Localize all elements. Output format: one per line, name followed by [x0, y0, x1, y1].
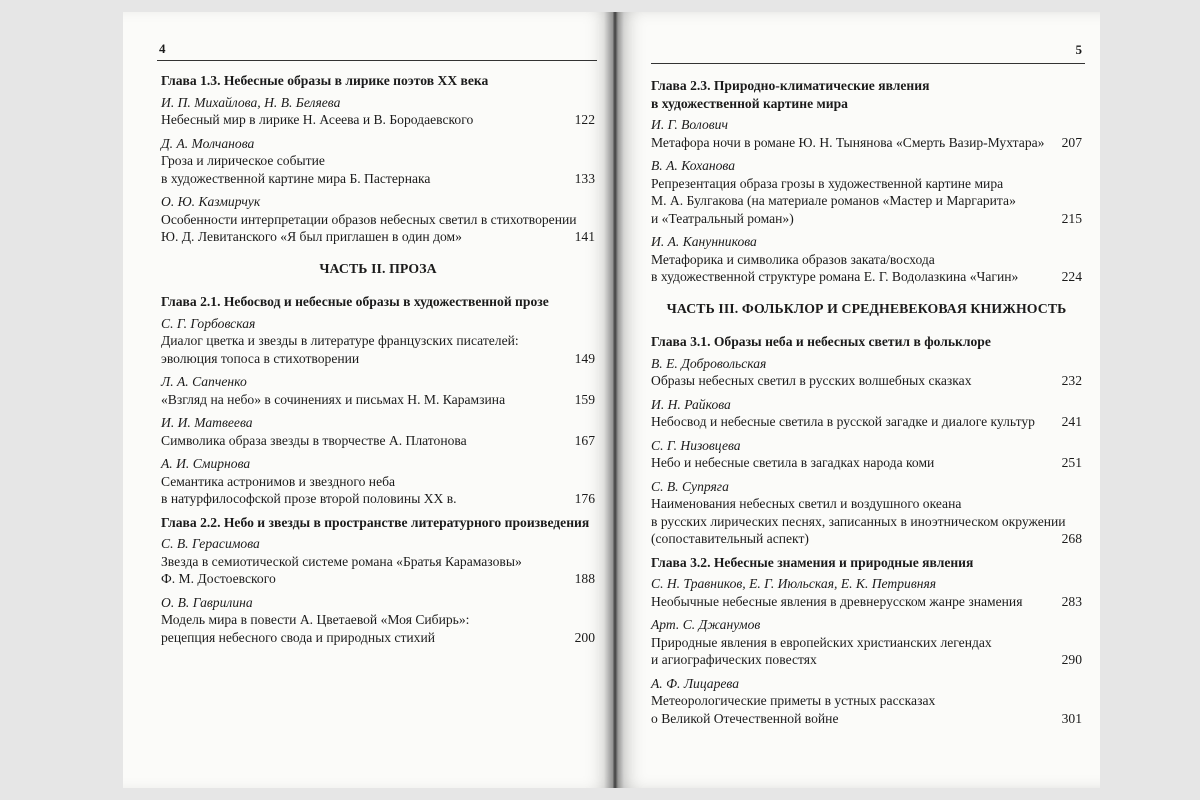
entry-title-line: Необычные небесные явления в древнерусском жанре знамения: [651, 593, 1023, 609]
entry-title-line: в художественной картине мира Б. Пастернака: [161, 170, 431, 186]
entry-title-line: Небесный мир в лирике Н. Асеева и В. Бородаевского: [161, 112, 474, 127]
entry-title-line: в натурфилософской прозе второй половины XX в.: [161, 491, 457, 506]
entry-author: О. В. Гаврилина: [161, 594, 253, 610]
toc-entry[interactable]: [161, 373, 595, 408]
entry-page-number: 251: [1061, 455, 1082, 470]
toc-entry[interactable]: [651, 575, 1082, 610]
chapter-title: Глава 2.1. Небосвод и небесные образы в художественной прозе: [161, 294, 549, 309]
entry-author: Д. А. Молчанова: [161, 135, 255, 151]
entry-author: О. Ю. Казмирчук: [161, 194, 261, 209]
toc-entry[interactable]: [651, 616, 1082, 669]
entry-author: И. П. Михайлова, Н. В. Беляева: [161, 94, 341, 110]
toc-entry[interactable]: [161, 193, 595, 246]
book-gutter: [604, 12, 624, 788]
chapter-title-continued: в художественной картине мира: [651, 95, 848, 111]
entry-title-line: Наименования небесных светил и воздушного океана: [651, 496, 962, 511]
entry-author: С. Г. Низовцева: [651, 437, 741, 453]
entry-title-line: о Великой Отечественной войне: [651, 710, 839, 726]
entry-title-line: эволюция топоса в стихотворении: [161, 350, 360, 366]
chapter-title: Глава 3.1. Образы неба и небесных светил в фольклоре: [651, 334, 991, 349]
toc-entry[interactable]: [651, 675, 1082, 728]
entry-page-number: 301: [1061, 710, 1082, 726]
chapter-title: Глава 3.2. Небесные знамения и природные явления: [651, 554, 974, 570]
entry-title-line: и агиографических повестях: [651, 652, 817, 667]
part-heading: ЧАСТЬ II. ПРОЗА: [319, 260, 437, 276]
entry-author: И. Н. Райкова: [651, 396, 731, 412]
toc-entry[interactable]: [651, 396, 1082, 431]
entry-title-line: Гроза и лирическое событие: [161, 153, 325, 168]
entry-title-line: Семантика астронимов и звездного неба: [161, 473, 396, 489]
entry-title-line: Особенности интерпретации образов небесных светил в стихотворении: [161, 211, 577, 227]
entry-page-number: 159: [574, 391, 595, 407]
entry-page-number: 290: [1061, 652, 1082, 667]
toc-entry[interactable]: [651, 157, 1082, 227]
toc-entry[interactable]: [161, 94, 595, 129]
toc-entry[interactable]: [161, 414, 595, 449]
entry-title-line: Природные явления в европейских христианских легендах: [651, 634, 992, 650]
entry-page-number: 207: [1061, 134, 1082, 150]
part-heading: ЧАСТЬ III. ФОЛЬКЛОР И СРЕДНЕВЕКОВАЯ КНИЖНОСТЬ: [666, 300, 1067, 316]
entry-title-line: в русских лирических песнях, записанных в иноэтническом окружении: [651, 513, 1066, 529]
header-rule: [157, 60, 597, 61]
entry-page-number: 188: [574, 571, 595, 586]
entry-title-line: Ю. Д. Левитанского «Я был приглашен в один дом»: [161, 229, 462, 244]
entry-author: Л. А. Сапченко: [161, 374, 247, 389]
toc-left: [161, 72, 595, 652]
entry-title-line: Образы небесных светил в русских волшебных сказках: [651, 373, 972, 388]
chapter-heading: [651, 333, 1082, 351]
toc-entry[interactable]: [651, 233, 1082, 286]
entry-page-number: 268: [1061, 531, 1082, 546]
entry-author: И. И. Матвеева: [161, 415, 253, 430]
entry-title-line: Небо и небесные светила в загадках народа коми: [651, 455, 935, 470]
entry-title-line: Символика образа звезды в творчестве А. Платонова: [161, 432, 467, 448]
toc-entry[interactable]: [161, 535, 595, 588]
entry-title-line: Метафорика и символика образов заката/восхода: [651, 251, 935, 267]
entry-page-number: 141: [574, 229, 595, 244]
chapter-heading: [161, 293, 595, 311]
entry-page-number: 241: [1061, 414, 1082, 429]
entry-page-number: 232: [1061, 373, 1082, 388]
entry-title-line: М. А. Булгакова (на материале романов «Мастер и Маргарита»: [651, 193, 1016, 208]
entry-title-line: Небосвод и небесные светила в русской загадке и диалоге культур: [651, 414, 1035, 429]
entry-title-line: в художественной структуре романа Е. Г. Водолазкина «Чагин»: [651, 269, 1019, 284]
entry-title-line: (сопоставительный аспект): [651, 531, 809, 546]
entry-title-line: Ф. М. Достоевского: [161, 571, 276, 586]
entry-page-number: 149: [574, 350, 595, 366]
entry-author: И. Г. Волович: [651, 117, 728, 132]
entry-title-line: Метеорологические приметы в устных рассказах: [651, 693, 936, 708]
entry-title-line: Звезда в семиотической системе романа «Братья Карамазовы»: [161, 553, 522, 569]
page-number: 4: [159, 41, 166, 56]
toc-entry[interactable]: [161, 135, 595, 188]
entry-title-line: Модель мира в повести А. Цветаевой «Моя Сибирь»:: [161, 612, 470, 627]
chapter-title: Глава 1.3. Небесные образы в лирике поэтов XX века: [161, 73, 489, 88]
entry-page-number: 133: [574, 170, 595, 186]
entry-page-number: 200: [574, 629, 595, 645]
toc-entry[interactable]: [651, 355, 1082, 390]
left-page: [123, 12, 613, 788]
entry-page-number: 167: [574, 432, 595, 448]
entry-author: Арт. С. Джанумов: [651, 617, 761, 632]
entry-title-line: Репрезентация образа грозы в художественной картине мира: [651, 175, 1004, 191]
toc-entry[interactable]: [161, 315, 595, 368]
entry-page-number: 224: [1061, 269, 1082, 284]
entry-author: В. Е. Добровольская: [651, 355, 767, 371]
entry-author: С. Н. Травников, Е. Г. Июльская, Е. К. Петривняя: [651, 576, 937, 591]
entry-page-number: 283: [1061, 593, 1082, 609]
toc-right: [651, 77, 1082, 733]
header-rule: [651, 63, 1085, 64]
page-number: 5: [1075, 42, 1082, 57]
toc-entry[interactable]: [651, 437, 1082, 472]
entry-page-number: 215: [1061, 210, 1082, 226]
right-page: [613, 12, 1100, 788]
entry-title-line: и «Театральный роман»): [651, 210, 794, 226]
toc-entry[interactable]: [651, 116, 1082, 151]
toc-entry[interactable]: [161, 594, 595, 647]
chapter-title: Глава 2.3. Природно-климатические явления: [651, 78, 930, 93]
entry-author: С. В. Герасимова: [161, 536, 260, 551]
entry-title-line: Метафора ночи в романе Ю. Н. Тынянова «Смерть Вазир-Мухтара»: [651, 134, 1045, 150]
chapter-heading: [161, 72, 595, 90]
entry-author: И. А. Канунникова: [651, 234, 757, 249]
chapter-heading: [651, 554, 1082, 572]
entry-title-line: Диалог цветка и звезды в литературе французских писателей:: [161, 333, 519, 348]
entry-author: А. Ф. Лицарева: [651, 675, 740, 691]
chapter-title: Глава 2.2. Небо и звезды в пространстве литературного произведения: [161, 514, 590, 530]
toc-entry[interactable]: [651, 478, 1082, 548]
chapter-heading: [161, 514, 595, 532]
entry-author: В. А. Коханова: [651, 158, 736, 173]
toc-entry[interactable]: [161, 455, 595, 508]
entry-title-line: рецепция небесного свода и природных стихий: [161, 629, 436, 645]
entry-title-line: «Взгляд на небо» в сочинениях и письмах Н. М. Карамзина: [161, 391, 506, 407]
chapter-heading: [651, 77, 1082, 112]
entry-author: А. И. Смирнова: [161, 456, 251, 471]
entry-page-number: 176: [574, 491, 595, 506]
entry-author: С. Г. Горбовская: [161, 315, 256, 331]
entry-page-number: 122: [574, 112, 595, 127]
entry-author: С. В. Супряга: [651, 478, 729, 494]
